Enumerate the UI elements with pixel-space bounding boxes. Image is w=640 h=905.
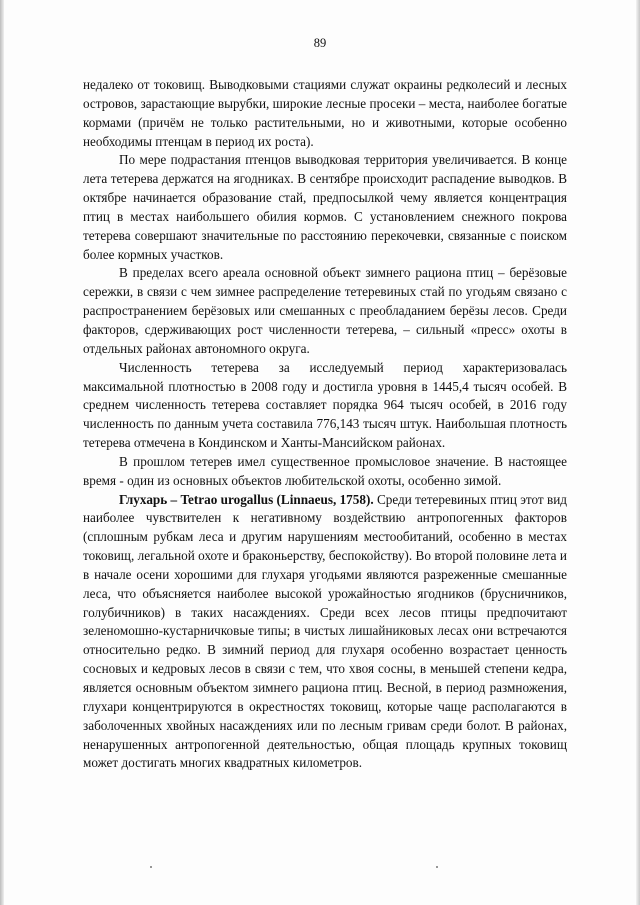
scan-right-edge (636, 0, 640, 905)
paragraph-3: В пределах всего ареала основной объект зимнего рациона птиц – берёзовые сережки, в связи с чем зимнее распределение тетеревиных стай по угодьям связано с распространением берёзовых или смешанных с преобладанием берёзы лесов. Среди факторов, сдерживающих рост численности тетерева, – сильный «пресс» охоты в отдельных районах автономного округа. (83, 265, 567, 356)
body-text (83, 76, 567, 773)
paragraph-2: По мере подрастания птенцов выводковая территория увеличивается. В конце лета тетерева держатся на ягодниках. В сентябре происходит распадение выводков. В октябре начинается образование стай, предпосылкой чему является концентрация птиц в местах наибольшего обилия кормов. С установлением снежного покрова тетерева совершают значительные по расстоянию перекочевки, связанные с поиском более кормных участков. (83, 152, 567, 262)
scan-left-edge (0, 0, 4, 905)
species-heading-capercaillie: Глухарь – Tetrao urogallus (Linnaeus, 1758). (119, 491, 374, 507)
page-number: 89 (313, 36, 327, 50)
paragraph-6 (83, 491, 567, 774)
paragraph-5: В прошлом тетерев имел существенное промысловое значение. В настоящее время - один из основных объектов любительской охоты, особенно зимой. (83, 453, 567, 488)
scan-speck (150, 866, 152, 868)
scan-speck (436, 866, 438, 868)
paragraph-6-text: Среди тетеревиных птиц этот вид наиболее чувствителен к негативному воздействию антропогенных факторов (сплошным рубкам леса и другим нарушениям местообитаний, особенно в местах токовищ, легальной охоте и браконьерству, беспокойству). Во второй половине лета и в начале осени хорошими для глухаря угодьями являются разреженные смешанные леса, что объясняется наиболее высокой урожайностью ягодников (брусничников, голубичников) в таких насаждениях. Среди всех лесов птицы предпочитают зеленомошно-кустарничковые типы; в чистых лишайниковых лесах они встречаются относительно редко. В зимний период для глухаря особенно возрастает ценность сосновых и кедровых лесов в связи с тем, что хвоя сосны, в меньшей степени кедра, является основным объектом зимнего рациона птиц. Весной, в период размножения, глухари концентрируются в окрестностях токовищ, которые чаще располагаются в заболоченных хвойных насаждениях или по лесным гривам среди болот. В районах, ненарушенных антропогенной деятельностью, общая площадь крупных токовищ может достигать многих квадратных километров. (83, 491, 567, 771)
paragraph-4: Численность тетерева за исследуемый период характеризовалась максимальной плотностью в 2008 году и достигла уровня в 1445,4 тысяч особей. В среднем численность тетерева составляет порядка 964 тысяч особей, в 2016 году численность по данным учета составила 776,143 тысяч штук. Наибольшая плотность тетерева отмечена в Кондинском и Ханты-Мансийском районах. (83, 359, 567, 451)
paragraph-1: недалеко от токовищ. Выводковыми стациями служат окраины редколесий и лесных островов, зарастающие вырубки, широкие лесные просеки – места, наиболее богатые кормами (причём не только растительными, но и животными, которые особенно необходимы птенцам в период их роста). (83, 77, 567, 149)
